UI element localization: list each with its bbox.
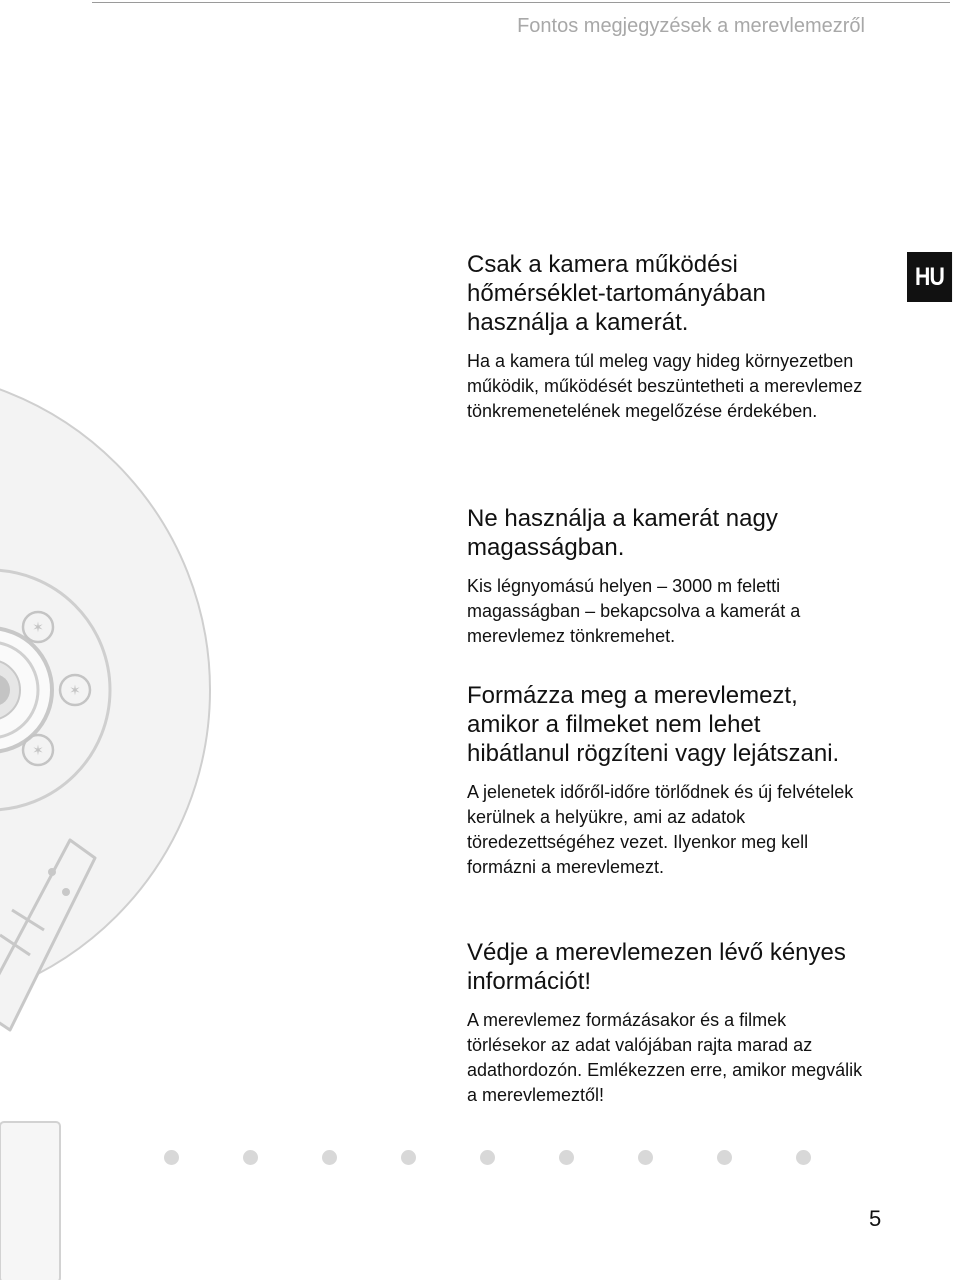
svg-text:✶: ✶: [32, 620, 44, 636]
dot: [243, 1150, 258, 1165]
dot: [638, 1150, 653, 1165]
section-body: Kis légnyomású helyen – 3000 m feletti magasságban – bekapcsolva a kamerát a merevlemez tönkremehet.: [467, 576, 801, 646]
page-number: 5: [869, 1206, 882, 1231]
hard-disk-platter-icon: [0, 0, 300, 1280]
dot: [796, 1150, 811, 1165]
language-tab: [907, 252, 952, 302]
section-format: [467, 681, 867, 880]
svg-text:✶: ✶: [32, 743, 44, 759]
section-body: A merevlemez formázásakor és a filmek törlésekor az adat valójában rajta marad az adathordozón. Emlékezzen erre, amikor megválik a merevlemeztől!: [467, 1010, 863, 1105]
section-protect-data: [467, 938, 867, 1108]
dot: [164, 1150, 179, 1165]
section-body: Ha a kamera túl meleg vagy hideg környezetben működik, működését beszüntetheti a merevlemez tönkremenetelének megelőzése érdekében.: [467, 351, 863, 421]
section-heading: Védje a merevlemezen lévő kényes információt!: [467, 939, 846, 995]
dot: [401, 1150, 416, 1165]
page-header-title: Fontos megjegyzések a merevlemezről: [517, 15, 865, 37]
section-heading: Ne használja a kamerát nagy magasságban.: [467, 505, 778, 561]
section-altitude: [467, 504, 867, 649]
section-operating-temperature: [467, 250, 867, 424]
section-heading: Formázza meg a merevlemezt, amikor a filmeket nem lehet hibátlanul rögzíteni vagy lejátszani.: [467, 682, 840, 767]
dot: [559, 1150, 574, 1165]
language-tab-label: HU: [915, 262, 945, 291]
dot: [480, 1150, 495, 1165]
dot: [717, 1150, 732, 1165]
dot: [322, 1150, 337, 1165]
svg-text:✶: ✶: [69, 683, 81, 699]
section-heading: Csak a kamera működési hőmérséklet-tartományában használja a kamerát.: [467, 251, 766, 336]
decorative-dots: [164, 1150, 824, 1166]
section-body: A jelenetek időről-időre törlődnek és új felvételek kerülnek a helyükre, ami az adatok töredezettségéhez vezet. Ilyenkor meg kell formázni a merevlemezt.: [467, 782, 854, 877]
